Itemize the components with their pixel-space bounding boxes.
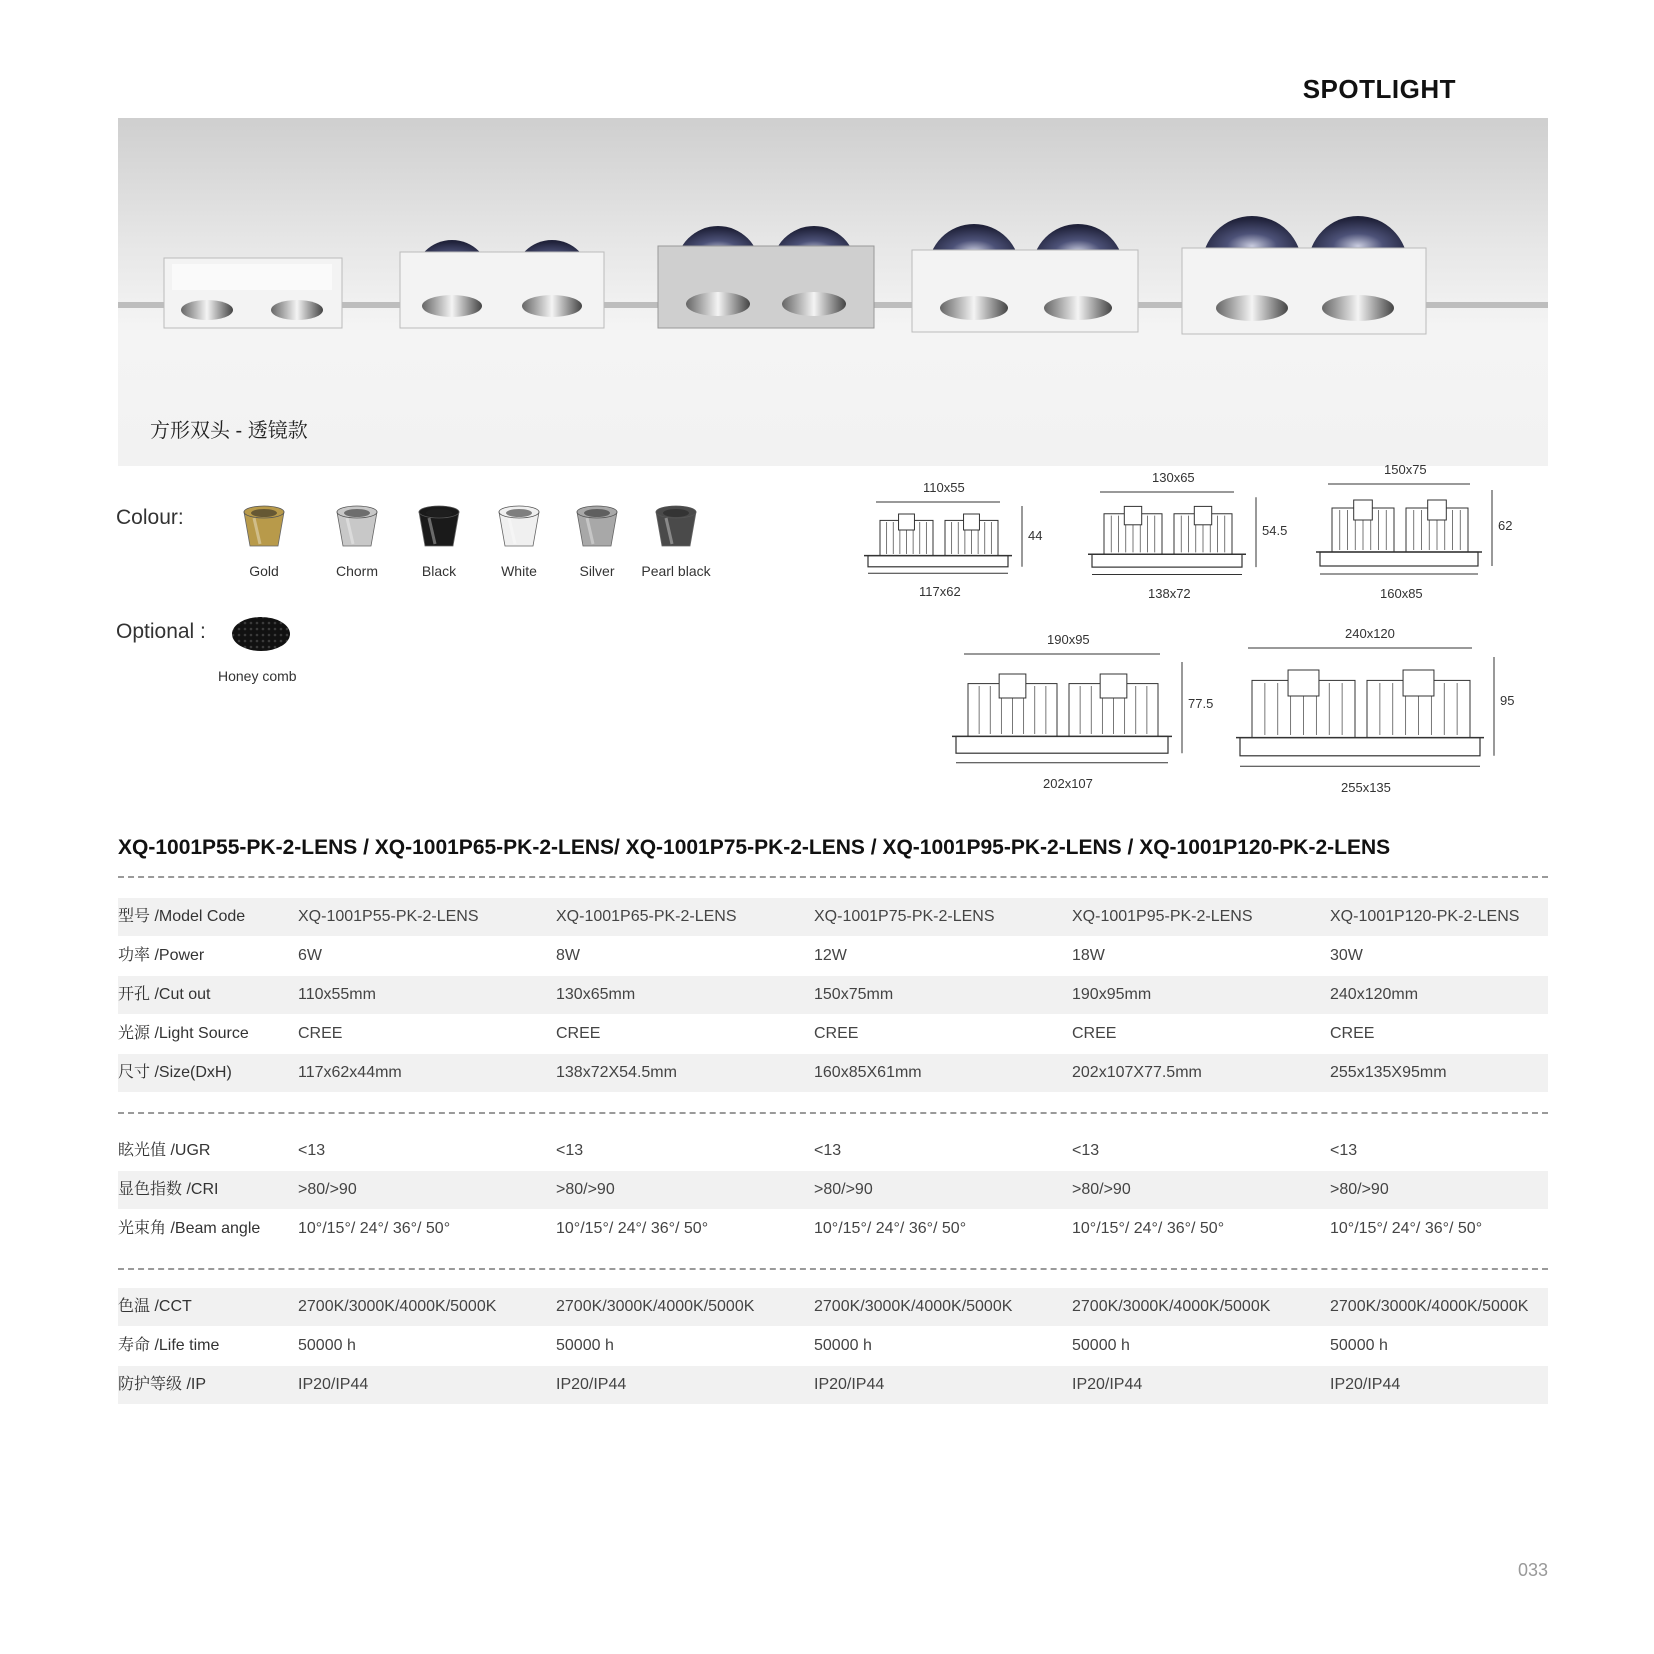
spec-row xyxy=(118,898,1548,936)
dimension-drawing-5 xyxy=(1230,644,1510,794)
page-number: 033 xyxy=(1517,1560,1548,1580)
spec-row xyxy=(118,1015,1548,1053)
size-dimension: 117x62 xyxy=(919,584,961,599)
fixture-3 xyxy=(658,226,874,328)
spec-row xyxy=(118,1171,1548,1209)
size-dimension: 138x72 xyxy=(1148,586,1191,601)
spec-value: 50000 h xyxy=(298,1337,356,1354)
spec-value: >80/>90 xyxy=(298,1181,357,1198)
spec-label: 尺寸 /Size(DxH) xyxy=(118,1064,232,1081)
spec-value: >80/>90 xyxy=(1072,1181,1131,1198)
colour-swatch-chorm xyxy=(333,502,381,550)
spec-row xyxy=(118,937,1548,975)
spec-value: 2700K/3000K/4000K/5000K xyxy=(298,1298,497,1315)
optional-label: Optional : xyxy=(116,620,206,643)
spec-row xyxy=(118,1327,1548,1365)
spec-value: 2700K/3000K/4000K/5000K xyxy=(1330,1298,1529,1315)
spec-value: IP20/IP44 xyxy=(556,1376,627,1393)
height-dimension: 77.5 xyxy=(1188,695,1214,711)
spec-value: XQ-1001P95-PK-2-LENS xyxy=(1072,908,1253,925)
dimension-drawing-2 xyxy=(1082,488,1272,600)
spec-value: CREE xyxy=(1072,1025,1117,1042)
spec-value: XQ-1001P75-PK-2-LENS xyxy=(814,908,995,925)
hero-caption: 方形双头 - 透镜款 xyxy=(150,420,308,442)
spec-value: >80/>90 xyxy=(556,1181,615,1198)
colour-swatch-label: Pearl black xyxy=(641,563,711,579)
dimension-drawing-4 xyxy=(946,650,1198,790)
spec-value: CREE xyxy=(556,1025,601,1042)
spec-value: 10°/15°/ 24°/ 36°/ 50° xyxy=(1330,1220,1483,1237)
spec-value: IP20/IP44 xyxy=(1330,1376,1401,1393)
colour-swatch-silver xyxy=(573,502,621,550)
spec-label: 色温 /CCT xyxy=(118,1298,192,1315)
spec-value: 150x75mm xyxy=(814,986,894,1003)
spec-value: <13 xyxy=(1072,1142,1100,1159)
page-title: SPOTLIGHT xyxy=(1302,74,1456,104)
spec-value: 8W xyxy=(556,947,580,964)
spec-label: 光源 /Light Source xyxy=(118,1025,249,1042)
spec-row xyxy=(118,1366,1548,1404)
cutout-dimension: 240x120 xyxy=(1345,626,1395,641)
spec-row xyxy=(118,1132,1548,1170)
spec-value: 2700K/3000K/4000K/5000K xyxy=(556,1298,755,1315)
spec-value: 117x62x44mm xyxy=(298,1064,402,1081)
spec-label: 眩光值 /UGR xyxy=(118,1142,211,1159)
fixture-1 xyxy=(164,258,342,328)
spec-value: 2700K/3000K/4000K/5000K xyxy=(814,1298,1013,1315)
spec-value: >80/>90 xyxy=(814,1181,873,1198)
cutout-dimension: 190x95 xyxy=(1047,632,1090,647)
spec-value: 18W xyxy=(1072,947,1105,964)
spec-value: 2700K/3000K/4000K/5000K xyxy=(1072,1298,1271,1315)
size-dimension: 160x85 xyxy=(1380,586,1423,601)
spec-value: XQ-1001P120-PK-2-LENS xyxy=(1330,908,1520,925)
cutout-dimension: 130x65 xyxy=(1152,470,1195,485)
spec-value: >80/>90 xyxy=(1330,1181,1389,1198)
spec-value: 10°/15°/ 24°/ 36°/ 50° xyxy=(1072,1220,1225,1237)
divider xyxy=(118,876,1548,878)
colour-swatch-pearl-black xyxy=(652,502,700,550)
spec-value: IP20/IP44 xyxy=(814,1376,885,1393)
spec-label: 功率 /Power xyxy=(118,947,205,964)
spec-value: IP20/IP44 xyxy=(1072,1376,1143,1393)
colour-swatch-label: White xyxy=(501,563,537,579)
dimension-drawing-3 xyxy=(1310,480,1508,600)
fixture-2 xyxy=(400,240,604,328)
divider xyxy=(118,1268,1548,1270)
spec-value: 190x95mm xyxy=(1072,986,1152,1003)
spec-row xyxy=(118,1210,1548,1248)
colour-swatch-white xyxy=(495,502,543,550)
spec-label: 开孔 /Cut out xyxy=(118,986,211,1003)
spec-row xyxy=(118,976,1548,1014)
spec-value: 110x55mm xyxy=(298,986,376,1003)
spec-value: 10°/15°/ 24°/ 36°/ 50° xyxy=(556,1220,709,1237)
spec-label: 显色指数 /CRI xyxy=(118,1181,219,1198)
spec-row xyxy=(118,1288,1548,1326)
optional-item-label: Honey comb xyxy=(218,668,297,684)
spec-value: CREE xyxy=(298,1025,343,1042)
series-title: XQ-1001P55-PK-2-LENS / XQ-1001P65-PK-2-LENS/ XQ-1001P75-PK-2-LENS / XQ-1001P95-PK-2-LENS / XQ-1001P120-PK-2-LENS xyxy=(118,836,1391,859)
spec-value: 50000 h xyxy=(556,1337,614,1354)
spec-value: 10°/15°/ 24°/ 36°/ 50° xyxy=(814,1220,967,1237)
colour-swatch-label: Gold xyxy=(249,563,279,579)
cutout-dimension: 150x75 xyxy=(1384,462,1427,477)
spec-label: 型号 /Model Code xyxy=(118,908,246,925)
spec-value: 6W xyxy=(298,947,322,964)
spec-value: XQ-1001P65-PK-2-LENS xyxy=(556,908,737,925)
spec-value: <13 xyxy=(298,1142,326,1159)
spec-value: CREE xyxy=(1330,1025,1375,1042)
spec-value: 10°/15°/ 24°/ 36°/ 50° xyxy=(298,1220,451,1237)
height-dimension: 62 xyxy=(1498,518,1513,533)
size-dimension: 202x107 xyxy=(1043,776,1093,791)
spec-value: 138x72X54.5mm xyxy=(556,1064,677,1081)
colour-swatch-gold xyxy=(240,502,288,550)
spec-label: 防护等级 /IP xyxy=(118,1376,207,1393)
hero-product-image xyxy=(118,118,1548,466)
height-dimension: 44 xyxy=(1028,528,1043,544)
spec-value: 50000 h xyxy=(1072,1337,1130,1354)
spec-value: <13 xyxy=(814,1142,842,1159)
colour-swatch-label: Silver xyxy=(579,563,615,579)
colour-label: Colour: xyxy=(116,506,184,529)
spec-value: 50000 h xyxy=(1330,1337,1388,1354)
spec-label: 光束角 /Beam angle xyxy=(118,1220,261,1237)
spec-value: 202x107X77.5mm xyxy=(1072,1064,1202,1081)
spec-value: <13 xyxy=(1330,1142,1358,1159)
spec-value: 12W xyxy=(814,947,847,964)
spec-value: 160x85X61mm xyxy=(814,1064,922,1081)
colour-swatch-black xyxy=(415,502,463,550)
spec-value: 240x120mm xyxy=(1330,986,1419,1003)
spec-value: XQ-1001P55-PK-2-LENS xyxy=(298,908,479,925)
spec-value: 130x65mm xyxy=(556,986,636,1003)
height-dimension: 95 xyxy=(1500,693,1515,709)
spec-value: 50000 h xyxy=(814,1337,872,1354)
spec-value: CREE xyxy=(814,1025,859,1042)
dimension-drawing-1 xyxy=(858,498,1038,598)
divider xyxy=(118,1112,1548,1114)
colour-swatch-label: Black xyxy=(421,563,457,579)
size-dimension: 255x135 xyxy=(1341,780,1391,795)
cutout-dimension: 110x55 xyxy=(923,480,965,495)
fixture-4 xyxy=(912,224,1138,332)
spec-value: 255x135X95mm xyxy=(1330,1064,1447,1081)
spec-label: 寿命 /Life time xyxy=(118,1337,220,1354)
spec-row xyxy=(118,1054,1548,1092)
colour-swatch-label: Chorm xyxy=(335,563,378,579)
spec-value: IP20/IP44 xyxy=(298,1376,369,1393)
fixture-row-illustration xyxy=(118,118,1548,466)
honeycomb-icon xyxy=(230,614,292,654)
spec-value: 30W xyxy=(1330,947,1363,964)
height-dimension: 54.5 xyxy=(1262,522,1288,538)
fixture-5 xyxy=(1182,216,1426,334)
spec-value: <13 xyxy=(556,1142,584,1159)
